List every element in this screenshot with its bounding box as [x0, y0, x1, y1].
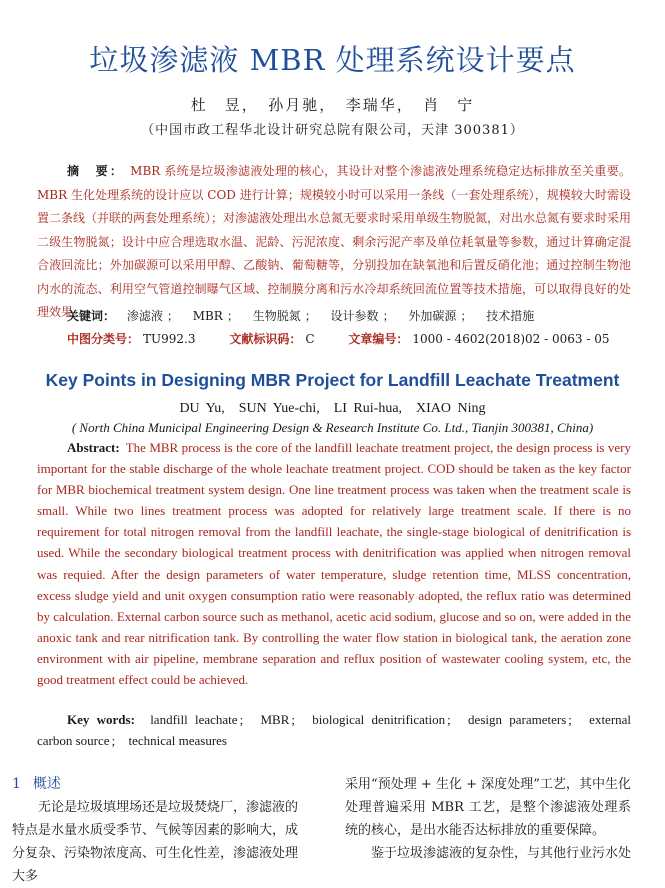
- english-keywords: Key words: landfill leachate ; MBR ; biological denitrification ; design parameters ; external carbon source ; technical measures: [37, 712, 632, 748]
- english-keyword: design parameters: [468, 712, 567, 727]
- body-column-right: [345, 773, 631, 865]
- chinese-keyword: 渗滤液: [126, 309, 163, 323]
- chinese-keyword: 外加碳源: [408, 309, 457, 323]
- chinese-keyword: 生物脱氮: [252, 309, 301, 323]
- english-keyword: external carbon source: [37, 712, 632, 748]
- chinese-abstract-text: MBR 系统是垃圾渗滤液处理的核心，其设计对整个渗滤液处理系统稳定达标排放至关重要。MBR 生化处理系统的设计应以 COD 进行计算；规模较小时可以采用一条线（一套处理系统），规模较大时需设置二条线（并联的两套处理系统）；对渗滤液处理出水总氮无要求时采用单级生物脱氮，对出水总氮有要求时采用二级生物脱氮；设计中应合理选取水温、泥龄、污泥浓度、剩余污泥产率及单位耗氧量等参数，通过计算确定混合液回流比；外加碳源可以采用甲醇、乙酸钠、葡萄糖等，分别投加在缺氧池和后置反硝化池；通过控制生物池内水的流态、利用空气管道控制曝气区域、控制膜分离和污水冷却系统回流位置等技术措施，可以取得良好的处理效果。: [37, 164, 632, 319]
- article-no-value: 1000 - 4602(2018)02 - 0063 - 05: [412, 332, 610, 346]
- chinese-authors: 杜 昱， 孙月驰， 李瑞华， 肖 宁: [190, 96, 475, 114]
- english-affiliation: ( North China Municipal Engineering Design & Research Institute Co. Ltd., Tianjin 300381, China): [71, 420, 594, 435]
- chinese-abstract: [37, 160, 631, 325]
- classification-line: [67, 330, 637, 347]
- clc-label: 中图分类号：: [67, 332, 140, 346]
- english-keyword: landfill leachate: [150, 712, 238, 727]
- clc-value: TU992.3: [143, 332, 196, 346]
- english-keywords-label: Key words:: [67, 712, 135, 727]
- section-title: 概述: [32, 776, 61, 792]
- section-heading: [12, 773, 298, 796]
- chinese-keyword: 技术措施: [486, 309, 535, 323]
- section-number: 1: [12, 776, 21, 792]
- chinese-title: 垃圾渗滤液 MBR 处理系统设计要点: [89, 43, 576, 77]
- english-abstract-text: The MBR process is the core of the landfill leachate treatment project, the design process is very important for the stable discharge of the whole leachate treatment project. COD should be taken as the key factor for MBR biochemical treatment system design. One line treatment process was taken when the treatment scale is small. While two lines treatment process was adopted for relatively large treatment scale. If there is no requirement for total nitrogen removal from the landfill leachate, the single-stage biological of denitrification is used. While the secondary biological treatment process with denitrification was applied when nitrogen removal was requied. After the design parameters of water temperature, sludge retention time, MLSS concentration, excess sludge yield and unit oxygen consumption ratio were reasonably adopted, the reflux ratio was determined by calculation. External carbon source such as methanol, acetic acid sodium, glucose and so on, were added in the anoxic tank and rear nitrification tank. By controlling the water flow station in biological tank, the aeration zone environment with air pipeline, membrane separation and reflux position of wastewater cooling system, etc, the good treatment effect could be achieved.: [37, 440, 631, 688]
- chinese-keywords-label: 关键词：: [67, 309, 116, 323]
- chinese-abstract-label: 摘 要：: [67, 164, 125, 178]
- english-abstract-label: Abstract:: [67, 440, 120, 455]
- doc-code-label: 文献标识码：: [229, 332, 302, 346]
- body-paragraph: 无论是垃圾填埋场还是垃圾焚烧厂，渗滤液的特点是水量水质受季节、气候等因素的影响大，成分复杂、污染物浓度高、可生化性差，渗滤液处理大多: [12, 800, 299, 884]
- body-paragraph: 鉴于垃圾渗滤液的复杂性，与其他行业污水处: [371, 846, 632, 861]
- english-authors: DU Yu, SUN Yue-chi, LI Rui-hua, XIAO Ning: [179, 401, 486, 416]
- english-keyword: MBR: [260, 712, 290, 727]
- english-title: Key Points in Designing MBR Project for Landfill Leachate Treatment: [45, 370, 620, 390]
- article-no-label: 文章编号：: [348, 332, 409, 346]
- body-paragraph: 采用“预处理 + 生化 + 深度处理”工艺，其中生化处理普遍采用 MBR 工艺，是整个渗滤液处理系统的核心，是出水能否达标排放的重要保障。: [345, 777, 631, 838]
- chinese-keywords: 关键词： 渗滤液 ； MBR ； 生物脱氮 ； 设计参数 ； 外加碳源 ； 技术措施: [67, 309, 535, 323]
- english-abstract: [37, 437, 631, 690]
- english-keyword: biological denitrification: [312, 712, 446, 727]
- chinese-keyword: MBR: [192, 309, 223, 323]
- english-keyword: technical measures: [128, 733, 227, 748]
- chinese-keyword: 设计参数: [330, 309, 379, 323]
- doc-code-value: C: [305, 332, 315, 346]
- body-column-left: [12, 773, 298, 888]
- chinese-affiliation: （中国市政工程华北设计研究总院有限公司，天津 300381）: [141, 123, 524, 138]
